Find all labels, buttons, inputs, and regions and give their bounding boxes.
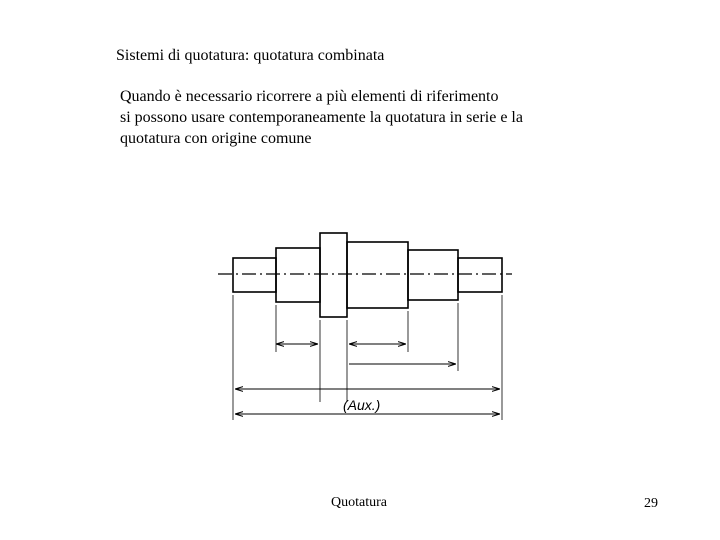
- slide-title: Sistemi di quotatura: quotatura combinata: [116, 47, 385, 64]
- shaft-step-left-end: [233, 258, 276, 292]
- body-line: quotatura con origine comune: [120, 130, 312, 147]
- body-line: si possono usare contemporaneamente la quotatura in serie e la: [120, 109, 523, 126]
- body-line: Quando è necessario ricorrere a più elementi di riferimento: [120, 88, 499, 105]
- shaft-step-middle: [347, 242, 408, 308]
- page-number: 29: [644, 496, 658, 511]
- shaft-step-right: [408, 250, 458, 300]
- footer-text: Quotatura: [331, 495, 387, 510]
- shaft-step-left: [276, 248, 320, 302]
- aux-label: (Aux.): [343, 397, 381, 413]
- shaft-outline: [233, 233, 502, 317]
- shaft-collar: [320, 233, 347, 317]
- shaft-step-right-end: [458, 258, 502, 292]
